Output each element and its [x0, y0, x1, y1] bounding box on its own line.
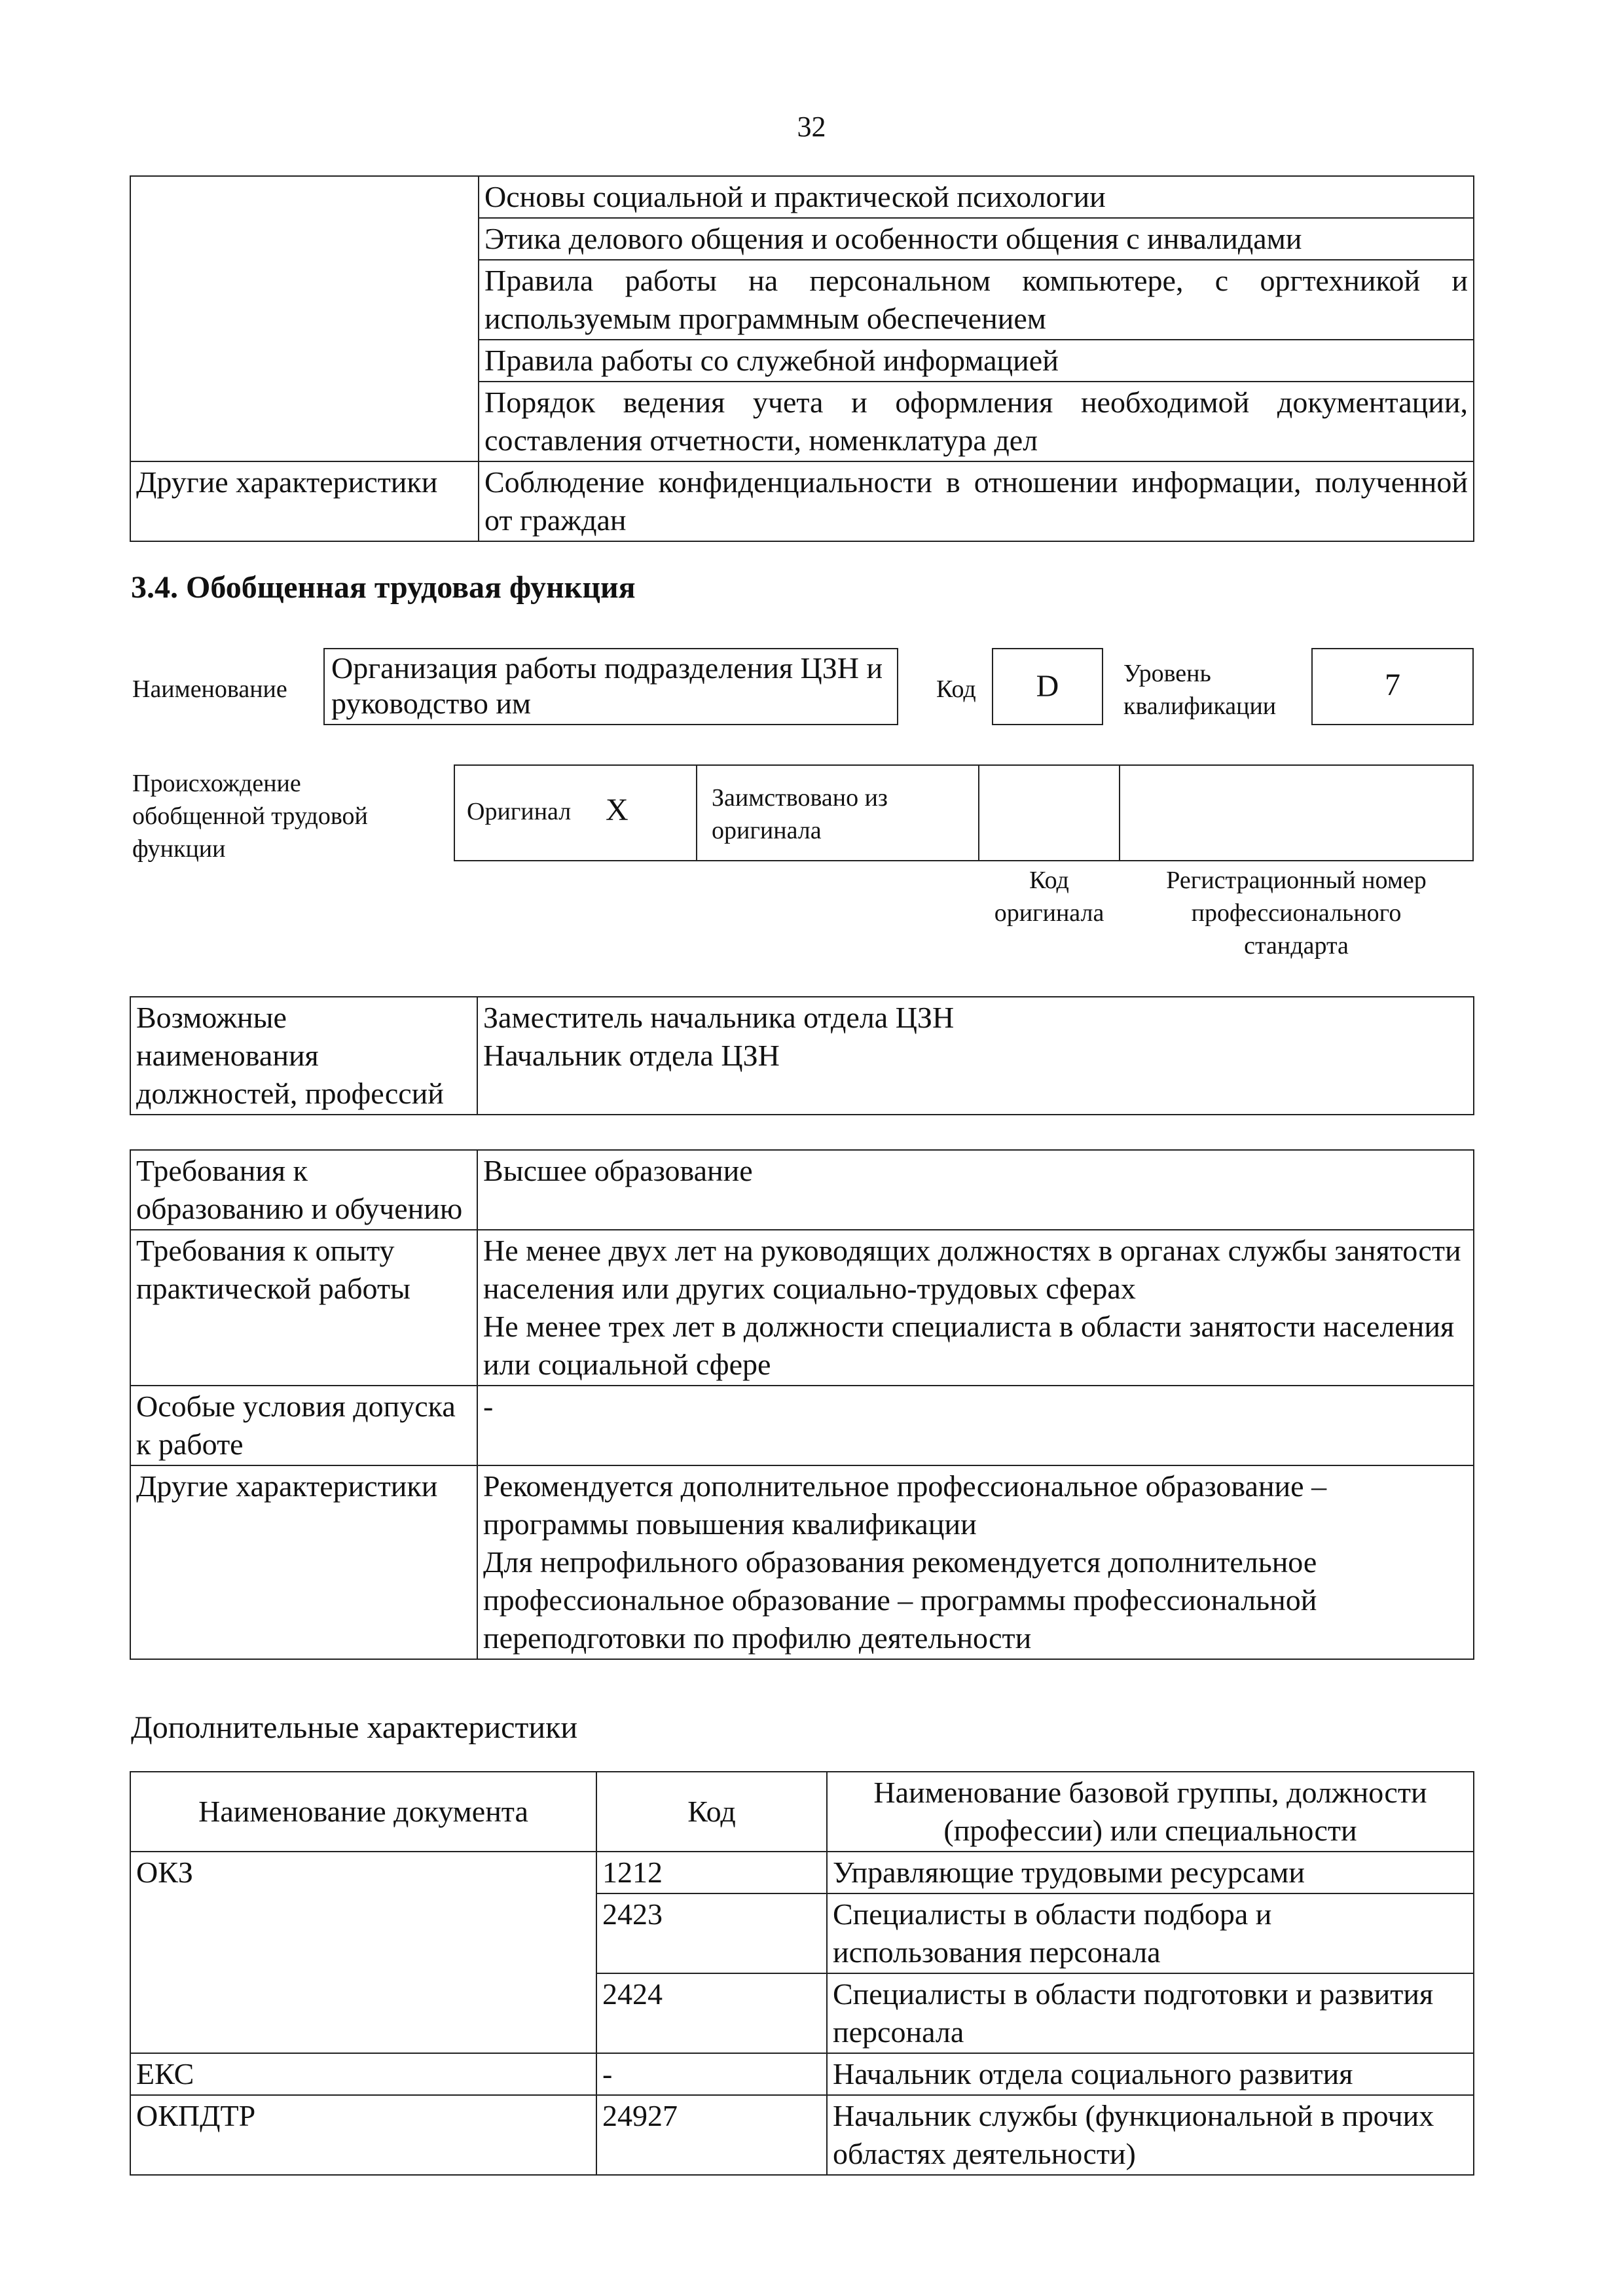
borrowed-line-2: оригинала [712, 817, 822, 844]
req-item: Рекомендуется дополнительное профессиональное образование – программы повышения квалификации [483, 1469, 1327, 1541]
header-code: Код [596, 1772, 827, 1852]
origin-code-box [978, 764, 1120, 861]
origin-label-line-3: функции [132, 835, 226, 863]
table-row [130, 2053, 1474, 2095]
original-mark: X [606, 793, 629, 827]
origin-original-box [454, 764, 697, 861]
reg-line-3: стандарта [1244, 932, 1349, 960]
table-cell: Этика делового общения и особенности общения с инвалидами [479, 218, 1474, 260]
origin-label [132, 767, 368, 865]
origin-borrowed-box [696, 764, 979, 861]
okz-doc: ОКЗ [130, 1852, 596, 2053]
eks-code: - [596, 2053, 827, 2095]
req-item: - [483, 1390, 494, 1423]
page-number: 32 [797, 111, 826, 143]
req-item: Для непрофильного образования рекомендуется дополнительное профессиональное образование – программы профессиональной переподготовки по профилю деятельности [483, 1545, 1317, 1655]
table-row [130, 1386, 1474, 1465]
req-label: Требования к опыту практической работы [130, 1230, 477, 1386]
table-row [130, 1852, 1474, 1893]
positions-values [477, 997, 1474, 1115]
okz-code: 2423 [596, 1893, 827, 1973]
okpdtr-code: 24927 [596, 2095, 827, 2175]
reg-line-2: профессионального [1191, 899, 1402, 927]
req-value [477, 1230, 1474, 1386]
table-row [130, 176, 1474, 218]
table-row [130, 461, 1474, 541]
name-label: Наименование [132, 675, 287, 703]
reg-number-caption [1119, 864, 1474, 962]
origin-reg-box [1119, 764, 1474, 861]
okz-name: Специалисты в области подготовки и развития персонала [827, 1973, 1474, 2053]
original-label: Оригинал [467, 798, 572, 825]
code-box [992, 648, 1103, 725]
okpdtr-name: Начальник службы (функциональной в прочих областях деятельности) [827, 2095, 1474, 2175]
level-value: 7 [1385, 668, 1400, 702]
position-item: Заместитель начальника отдела ЦЗН [483, 1001, 955, 1034]
okz-code: 1212 [596, 1852, 827, 1893]
function-name: Организация работы подразделения ЦЗН и руководство им [331, 651, 883, 720]
eks-doc: ЕКС [130, 2053, 596, 2095]
req-item: Не менее трех лет в должности специалиста в области занятости населения или социальной сфере [483, 1310, 1455, 1381]
knowledge-table [130, 175, 1474, 542]
table-cell: Правила работы на персональном компьютере, с оргтехникой и используемым программным обеспечением [479, 260, 1474, 340]
table-cell: Основы социальной и практической психологии [479, 176, 1474, 218]
okz-code: 2424 [596, 1973, 827, 2053]
table-row [130, 1230, 1474, 1386]
position-item: Начальник отдела ЦЗН [483, 1039, 780, 1072]
origin-label-line-1: Происхождение [132, 770, 301, 797]
origin-label-line-2: обобщенной трудовой [132, 802, 368, 830]
req-value [477, 1386, 1474, 1465]
code-value: D [1036, 669, 1059, 704]
okpdtr-doc: ОКПДТР [130, 2095, 596, 2175]
code-original-line-1: Код [1029, 867, 1069, 894]
table-header-row [130, 1772, 1474, 1852]
req-label: Требования к образованию и обучению [130, 1150, 477, 1230]
req-item: Не менее двух лет на руководящих должностях в органах службы занятости населения или других социально-трудовых сферах [483, 1234, 1461, 1305]
req-label: Другие характеристики [130, 1465, 477, 1659]
table-row [130, 997, 1474, 1115]
req-value [477, 1465, 1474, 1659]
header-group-name: Наименование базовой группы, должности (профессии) или специальности [827, 1772, 1474, 1852]
requirements-table [130, 1149, 1474, 1660]
code-original-line-2: оригинала [994, 899, 1104, 927]
code-label: Код [936, 675, 976, 703]
table-cell-empty [130, 176, 479, 461]
section-heading: 3.4. Обобщенная трудовая функция [131, 570, 636, 605]
okz-name: Управляющие трудовыми ресурсами [827, 1852, 1474, 1893]
table-cell: Правила работы со служебной информацией [479, 340, 1474, 382]
req-label: Особые условия допуска к работе [130, 1386, 477, 1465]
table-cell: Порядок ведения учета и оформления необходимой документации, составления отчетности, номенклатура дел [479, 382, 1474, 461]
borrowed-line-1: Заимствовано из [712, 784, 888, 812]
level-label-line-2: квалификации [1123, 692, 1277, 720]
function-name-box [323, 648, 898, 725]
req-value [477, 1150, 1474, 1230]
level-label [1123, 657, 1276, 723]
okz-name: Специалисты в области подбора и использования персонала [827, 1893, 1474, 1973]
table-row [130, 2095, 1474, 2175]
positions-label: Возможные наименования должностей, профессий [130, 997, 477, 1115]
positions-table [130, 996, 1474, 1115]
table-row [130, 1150, 1474, 1230]
reg-line-1: Регистрационный номер [1166, 867, 1427, 894]
additional-table [130, 1771, 1474, 2176]
table-cell: Соблюдение конфиденциальности в отношении информации, полученной от граждан [479, 461, 1474, 541]
code-original-caption [978, 864, 1120, 929]
table-cell-label: Другие характеристики [130, 461, 479, 541]
eks-name: Начальник отдела социального развития [827, 2053, 1474, 2095]
req-item: Высшее образование [483, 1154, 753, 1187]
level-label-line-1: Уровень [1123, 660, 1211, 687]
header-document: Наименование документа [130, 1772, 596, 1852]
level-box [1311, 648, 1474, 725]
additional-heading: Дополнительные характеристики [131, 1710, 578, 1745]
table-row [130, 1465, 1474, 1659]
